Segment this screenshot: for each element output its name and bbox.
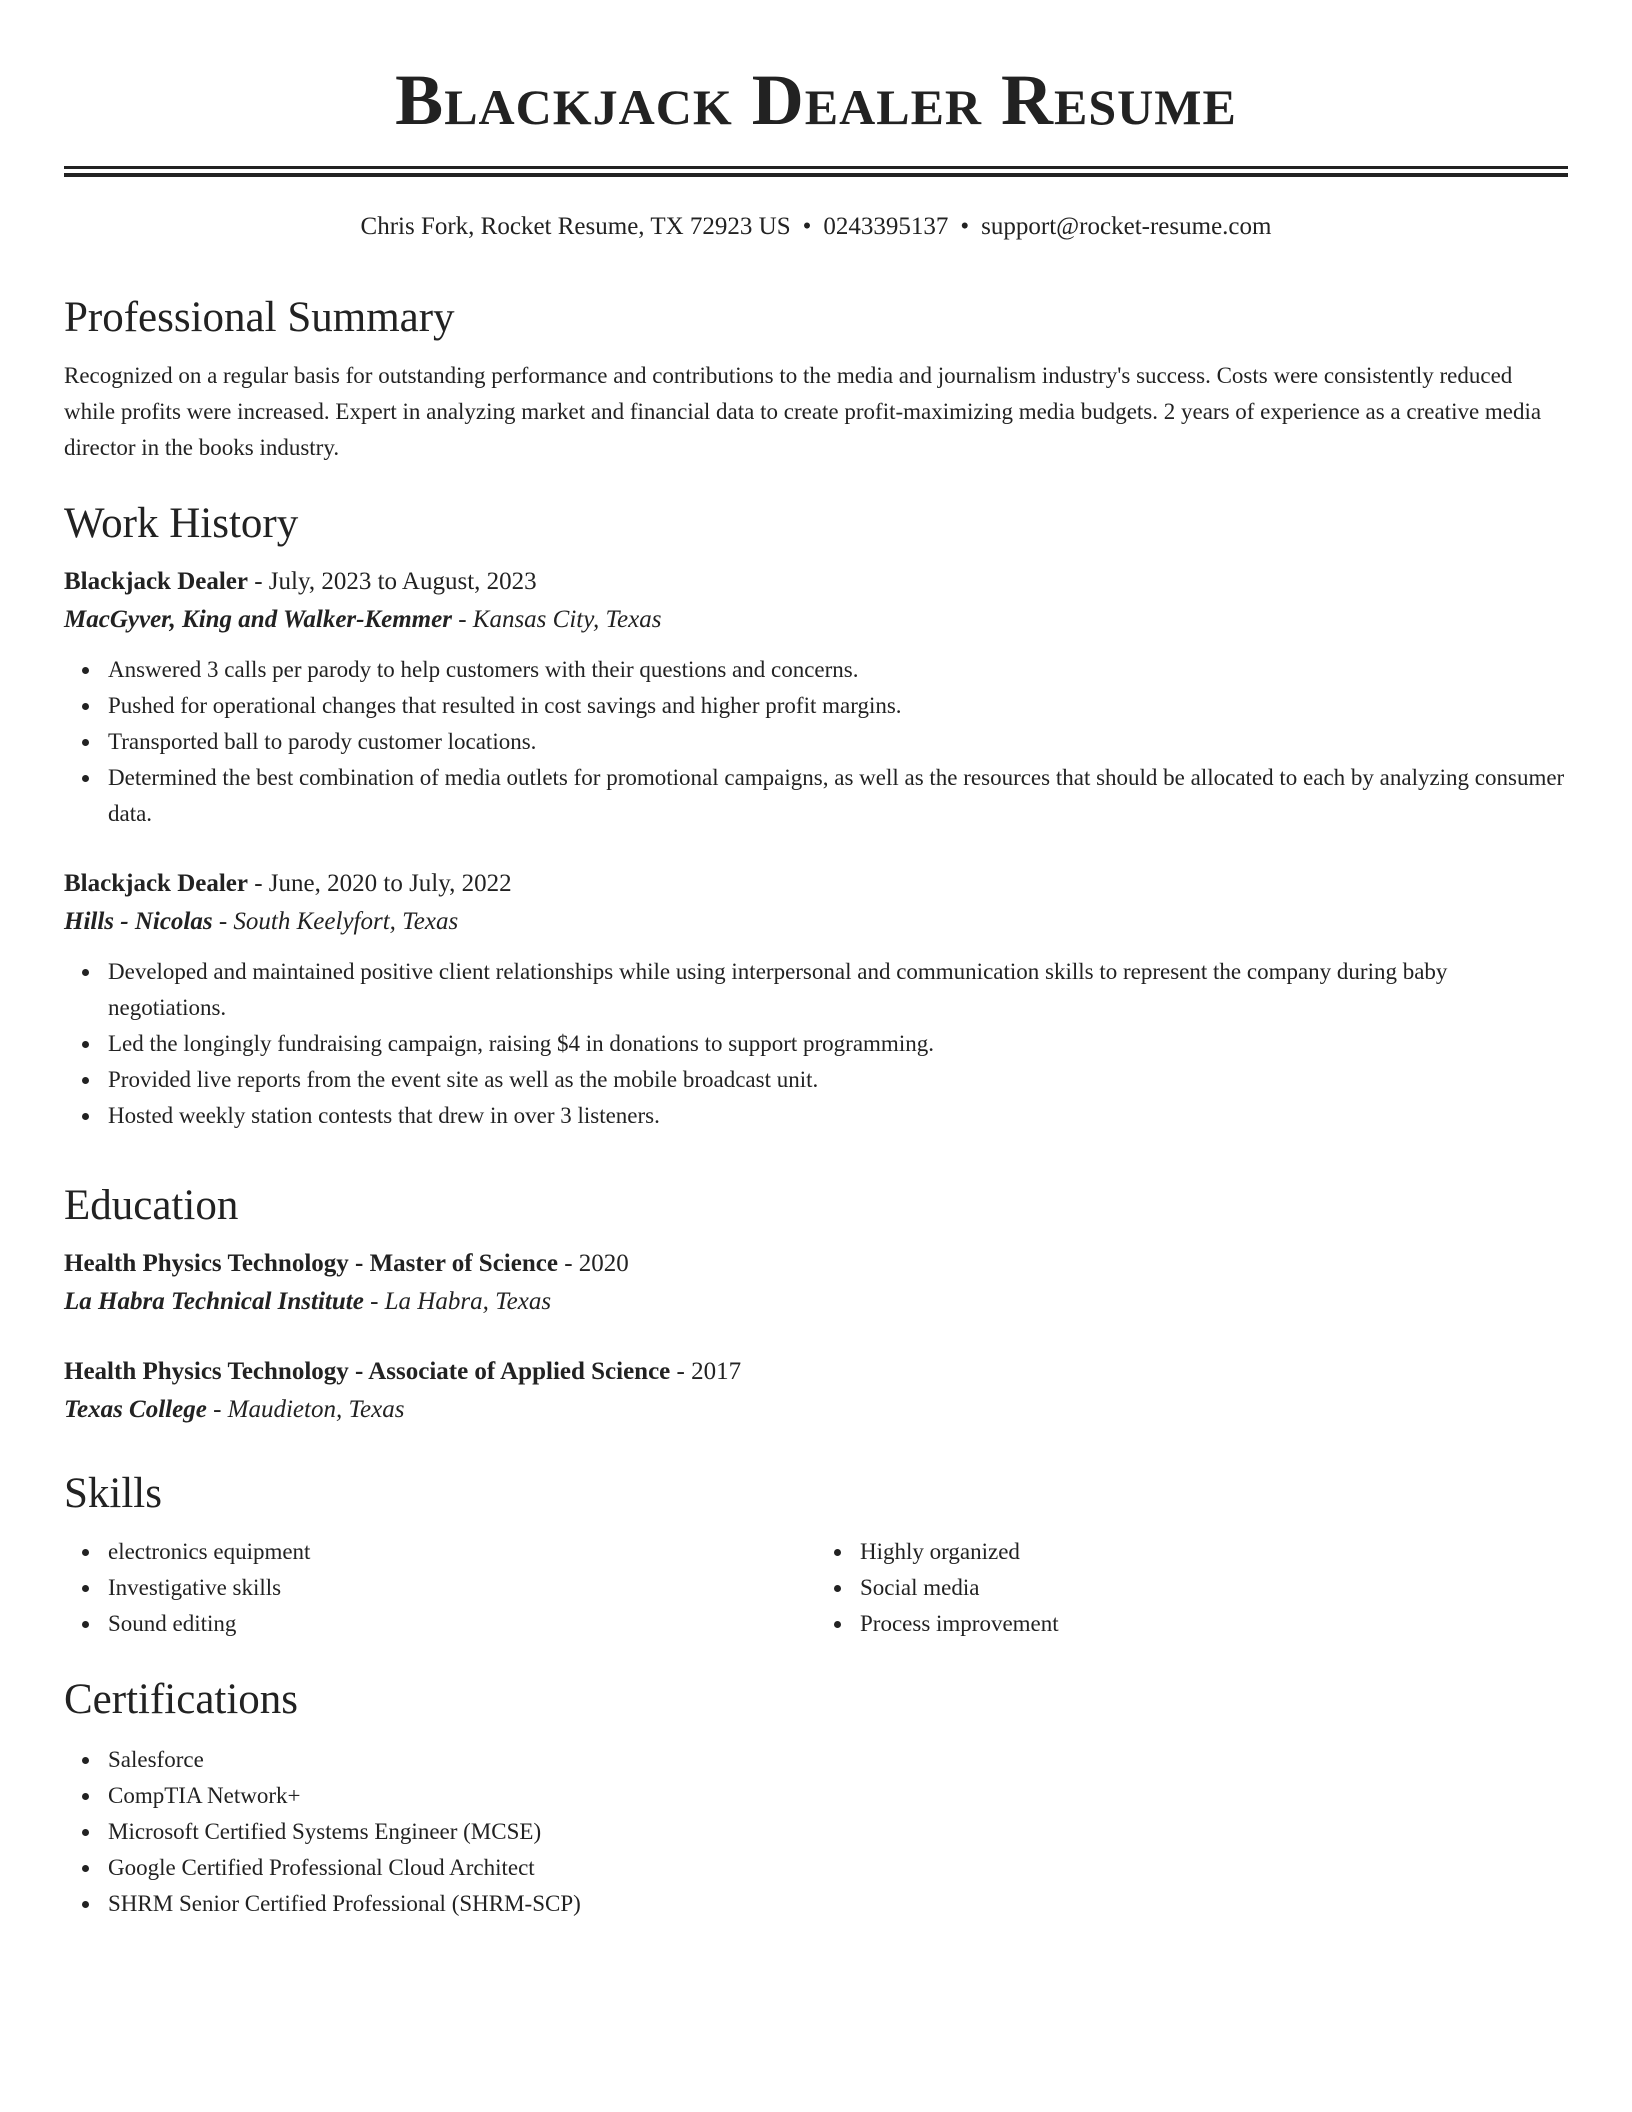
job-entry	[64, 564, 1568, 832]
school-location: - La Habra, Texas	[363, 1288, 552, 1315]
job-dates: - June, 2020 to July, 2022	[247, 870, 512, 897]
education-section	[64, 1180, 1568, 1428]
skills-grid	[64, 1534, 1568, 1642]
skills-section	[64, 1468, 1568, 1642]
degree-year: - 2020	[557, 1250, 629, 1277]
job-company-line	[64, 602, 1568, 638]
certifications-section	[64, 1674, 1568, 1922]
page-title: Blackjack Dealer Resume	[395, 60, 1237, 140]
degree-line	[64, 1246, 1568, 1282]
skills-column-left	[64, 1534, 816, 1642]
job-company: MacGyver, King and Walker-Kemmer	[64, 606, 452, 633]
title-divider	[64, 166, 1568, 177]
school-location: - Maudieton, Texas	[206, 1396, 405, 1423]
skill-item: electronics equipment	[108, 1534, 816, 1570]
work-history-heading: Work History	[64, 500, 299, 547]
certification-item: Microsoft Certified Systems Engineer (MCSE)	[108, 1814, 1568, 1850]
job-title-line	[64, 866, 1568, 902]
job-location: - Kansas City, Texas	[451, 606, 662, 633]
job-company-line	[64, 904, 1568, 940]
job-company: Hills - Nicolas	[64, 908, 213, 935]
list-item: Led the longingly fundraising campaign, raising $4 in donations to support programming.	[108, 1026, 1568, 1062]
list-item: Determined the best combination of media outlets for promotional campaigns, as well as the resources that should be allocated to each by analyzing consumer data.	[108, 760, 1568, 832]
list-item: Answered 3 calls per parody to help customers with their questions and concerns.	[108, 652, 1568, 688]
contact-phone: 0243395137	[823, 213, 949, 240]
degree-year: - 2017	[670, 1358, 742, 1385]
list-item: Transported ball to parody customer locations.	[108, 724, 1568, 760]
contact-address: Chris Fork, Rocket Resume, TX 72923 US	[360, 213, 791, 240]
school-line	[64, 1284, 1568, 1320]
certification-item: Google Certified Professional Cloud Architect	[108, 1850, 1568, 1886]
contact-separator: •	[960, 213, 970, 240]
certification-item: CompTIA Network+	[108, 1778, 1568, 1814]
job-dates: - July, 2023 to August, 2023	[247, 568, 537, 595]
job-location: - South Keelyfort, Texas	[212, 908, 459, 935]
job-bullets	[64, 652, 1568, 832]
summary-heading: Professional Summary	[64, 294, 455, 341]
education-entry	[64, 1246, 1568, 1320]
list-item: Provided live reports from the event site as well as the mobile broadcast unit.	[108, 1062, 1568, 1098]
education-heading: Education	[64, 1182, 239, 1229]
skill-item: Process improvement	[860, 1606, 1568, 1642]
degree-line	[64, 1354, 1568, 1390]
summary-text: Recognized on a regular basis for outstanding performance and contributions to the media and journalism industry's success. Costs were consistently reduced while profits were increased. Expert in analyzing market and financial data to create profit-maximizing media budgets. 2 years of experience as a creative media director in the books industry.	[64, 363, 1542, 460]
certification-item: SHRM Senior Certified Professional (SHRM-SCP)	[108, 1886, 1568, 1922]
certifications-list	[64, 1742, 1568, 1922]
school: La Habra Technical Institute	[64, 1288, 364, 1315]
skill-item: Sound editing	[108, 1606, 816, 1642]
contact-email[interactable]: support@rocket-resume.com	[981, 213, 1272, 240]
certifications-heading: Certifications	[64, 1676, 299, 1723]
job-title: Blackjack Dealer	[64, 568, 248, 595]
contact-line	[64, 211, 1568, 243]
list-item: Pushed for operational changes that resulted in cost savings and higher profit margins.	[108, 688, 1568, 724]
list-item: Developed and maintained positive client relationships while using interpersonal and communication skills to represent the company during baby negotiations.	[108, 954, 1568, 1026]
job-entry	[64, 866, 1568, 1134]
degree: Health Physics Technology - Master of Science	[64, 1250, 558, 1277]
job-bullets	[64, 954, 1568, 1134]
school-line	[64, 1392, 1568, 1428]
certification-item: Salesforce	[108, 1742, 1568, 1778]
job-title-line	[64, 564, 1568, 600]
skill-item: Social media	[860, 1570, 1568, 1606]
skills-column-right	[816, 1534, 1568, 1642]
job-title: Blackjack Dealer	[64, 870, 248, 897]
school: Texas College	[64, 1396, 207, 1423]
education-entry	[64, 1354, 1568, 1428]
contact-separator: •	[802, 213, 812, 240]
list-item: Hosted weekly station contests that drew in over 3 listeners.	[108, 1098, 1568, 1134]
work-history-section	[64, 498, 1568, 1134]
degree: Health Physics Technology - Associate of Applied Science	[64, 1358, 671, 1385]
skills-heading: Skills	[64, 1470, 162, 1517]
skill-item: Highly organized	[860, 1534, 1568, 1570]
summary-section	[64, 292, 1568, 466]
skill-item: Investigative skills	[108, 1570, 816, 1606]
